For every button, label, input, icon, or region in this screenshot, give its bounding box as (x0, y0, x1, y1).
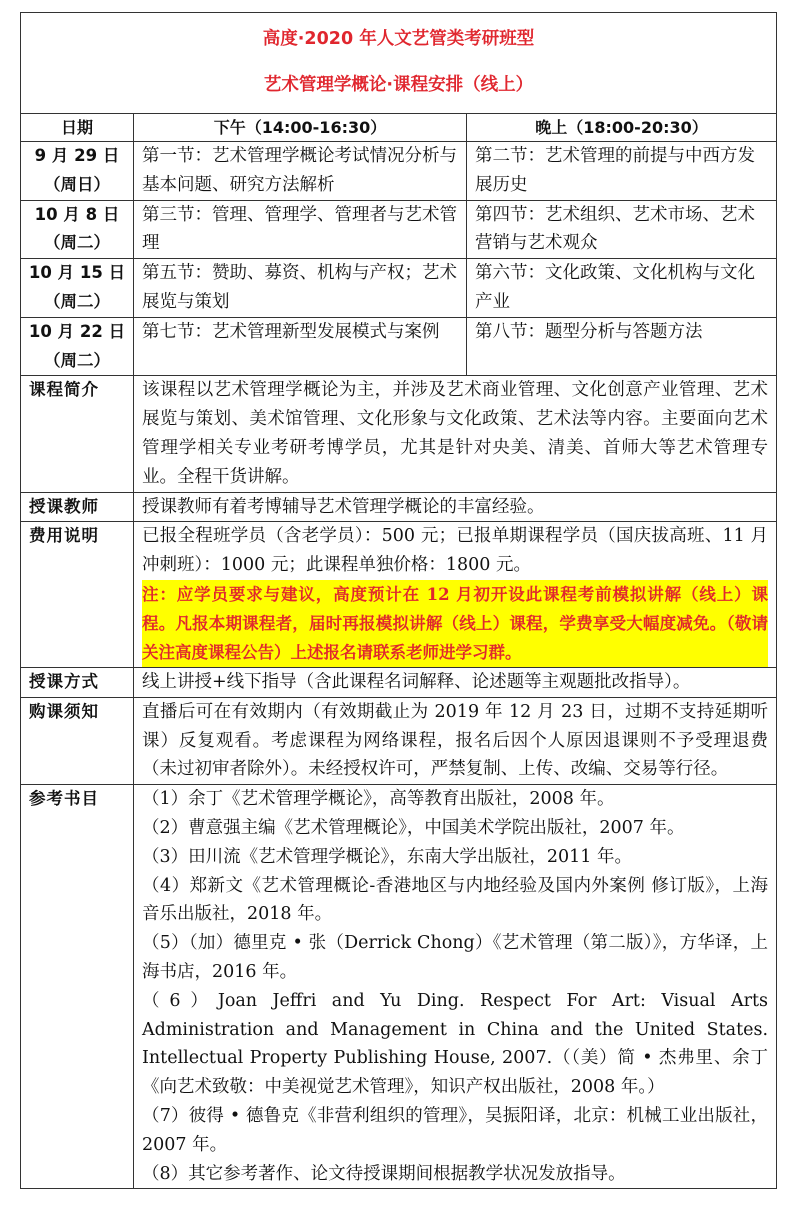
session-date: 10 月 8 日 (34, 204, 120, 224)
fees-note-highlight: 注：应学员要求与建议，高度预计在 12 月初开设此课程考前模拟讲解（线上）课程。凡报本期课程者，届时再报模拟讲解（线上）课程，学费享受大幅度减免。（敬请关注高度课程公告）上述报名请联系老师进学习群。 (142, 580, 768, 667)
teacher-text: 授课教师有着考博辅导艺术管理学概论的丰富经验。 (134, 492, 777, 522)
fees-label: 费用说明 (21, 522, 134, 668)
header-evening: 晚上（18:00-20:30） (467, 114, 777, 142)
session-date-cell (21, 259, 134, 318)
fees-cell (134, 522, 777, 668)
header-date: 日期 (21, 114, 134, 142)
session-row (21, 200, 777, 259)
session-afternoon: 第五节：赞助、募资、机构与产权；艺术展览与策划 (134, 259, 467, 318)
reference-item: （2）曹意强主编《艺术管理概论》，中国美术学院出版社，2007 年。 (142, 817, 685, 838)
title-row (21, 13, 777, 114)
session-afternoon: 第七节：艺术管理新型发展模式与案例 (134, 317, 467, 376)
teacher-label: 授课教师 (21, 492, 134, 522)
schedule-header-row (21, 114, 777, 142)
reference-item: （4）郑新文《艺术管理概论-香港地区与内地经验及国内外案例 修订版》，上海音乐出版社，2018 年。 (142, 875, 769, 925)
reference-item: （1）余丁《艺术管理学概论》，高等教育出版社，2008 年。 (142, 789, 615, 810)
session-weekday: （周日） (44, 174, 110, 194)
session-evening: 第四节：艺术组织、艺术市场、艺术营销与艺术观众 (467, 200, 777, 259)
notice-label: 购课须知 (21, 697, 134, 784)
session-date-cell (21, 317, 134, 376)
fees-row (21, 522, 777, 668)
session-row (21, 317, 777, 376)
session-date-cell (21, 142, 134, 201)
method-text: 线上讲授+线下指导（含此课程名词解释、论述题等主观题批改指导）。 (134, 667, 777, 697)
session-row (21, 142, 777, 201)
session-date: 9 月 29 日 (34, 146, 120, 165)
reference-item: （8）其它参考著作、论文待授课期间根据教学状况发放指导。 (142, 1163, 626, 1184)
method-label: 授课方式 (21, 667, 134, 697)
method-row (21, 667, 777, 697)
reference-item: （5）（加）德里克 • 张（Derrick Chong）《艺术管理（第二版）》，方华译，上海书店，2016 年。 (142, 933, 769, 982)
course-schedule-table (20, 12, 777, 1189)
notice-text: 直播后可在有效期内（有效期截止为 2019 年 12 月 23 日，过期不支持延期听课）反复观看。考虑课程为网络课程，报名后因个人原因退课则不予受理退费（未过初审者除外）。未经授权许可，严禁复制、上传、改编、交易等行径。 (134, 697, 777, 784)
references-row (21, 785, 777, 1189)
title-cell (21, 13, 777, 114)
session-weekday: （周二） (44, 291, 110, 311)
references-list (134, 785, 777, 1189)
intro-text: 该课程以艺术管理学概论为主，并涉及艺术商业管理、文化创意产业管理、艺术展览与策划、美术馆管理、文化形象与文化政策、艺术法等内容。主要面向艺术管理学相关专业考研考博学员，尤其是针对央美、清美、首师大等艺术管理专业。全程干货讲解。 (134, 376, 777, 492)
reference-item: （7）彼得 • 德鲁克《非营利组织的管理》，吴振阳译，北京：机械工业出版社，2007 年。 (142, 1105, 769, 1155)
session-date-cell (21, 200, 134, 259)
teacher-row (21, 492, 777, 522)
reference-item: （3）田川流《艺术管理学概论》，东南大学出版社，2011 年。 (142, 846, 632, 867)
session-date: 10 月 15 日 (28, 263, 126, 283)
page-title: 高度·2020 年人文艺管类考研班型 (262, 29, 535, 49)
notice-row (21, 697, 777, 784)
intro-label: 课程简介 (21, 376, 134, 492)
session-row (21, 259, 777, 318)
references-label: 参考书目 (21, 785, 134, 1189)
session-date: 10 月 22 日 (28, 321, 126, 341)
session-weekday: （周二） (44, 350, 110, 370)
fees-text: 已报全程班学员（含老学员）：500 元；已报单期课程学员（国庆拔高班、11 月冲刺班）：1000 元；此课程单独价格：1800 元。 (142, 526, 769, 576)
session-evening: 第八节：题型分析与答题方法 (467, 317, 777, 376)
reference-item: （6）Joan Jeffri and Yu Ding. Respect For Art: Visual Arts Administration and Management in China and the United States. Intellectual Property Publishing House, 2007.（（美）简 • 杰弗里、余丁《向艺术致敬：中美视觉艺术管理》，知识产权出版社，2008 年。） (142, 990, 769, 1098)
header-afternoon: 下午（14:00-16:30） (134, 114, 467, 142)
session-weekday: （周二） (44, 233, 110, 253)
session-evening: 第六节：文化政策、文化机构与文化产业 (467, 259, 777, 318)
session-afternoon: 第一节：艺术管理学概论考试情况分析与基本问题、研究方法解析 (134, 142, 467, 201)
session-afternoon: 第三节：管理、管理学、管理者与艺术管理 (134, 200, 467, 259)
intro-row (21, 376, 777, 492)
session-evening: 第二节：艺术管理的前提与中西方发展历史 (467, 142, 777, 201)
page-subtitle: 艺术管理学概论·课程安排（线上） (263, 75, 534, 95)
